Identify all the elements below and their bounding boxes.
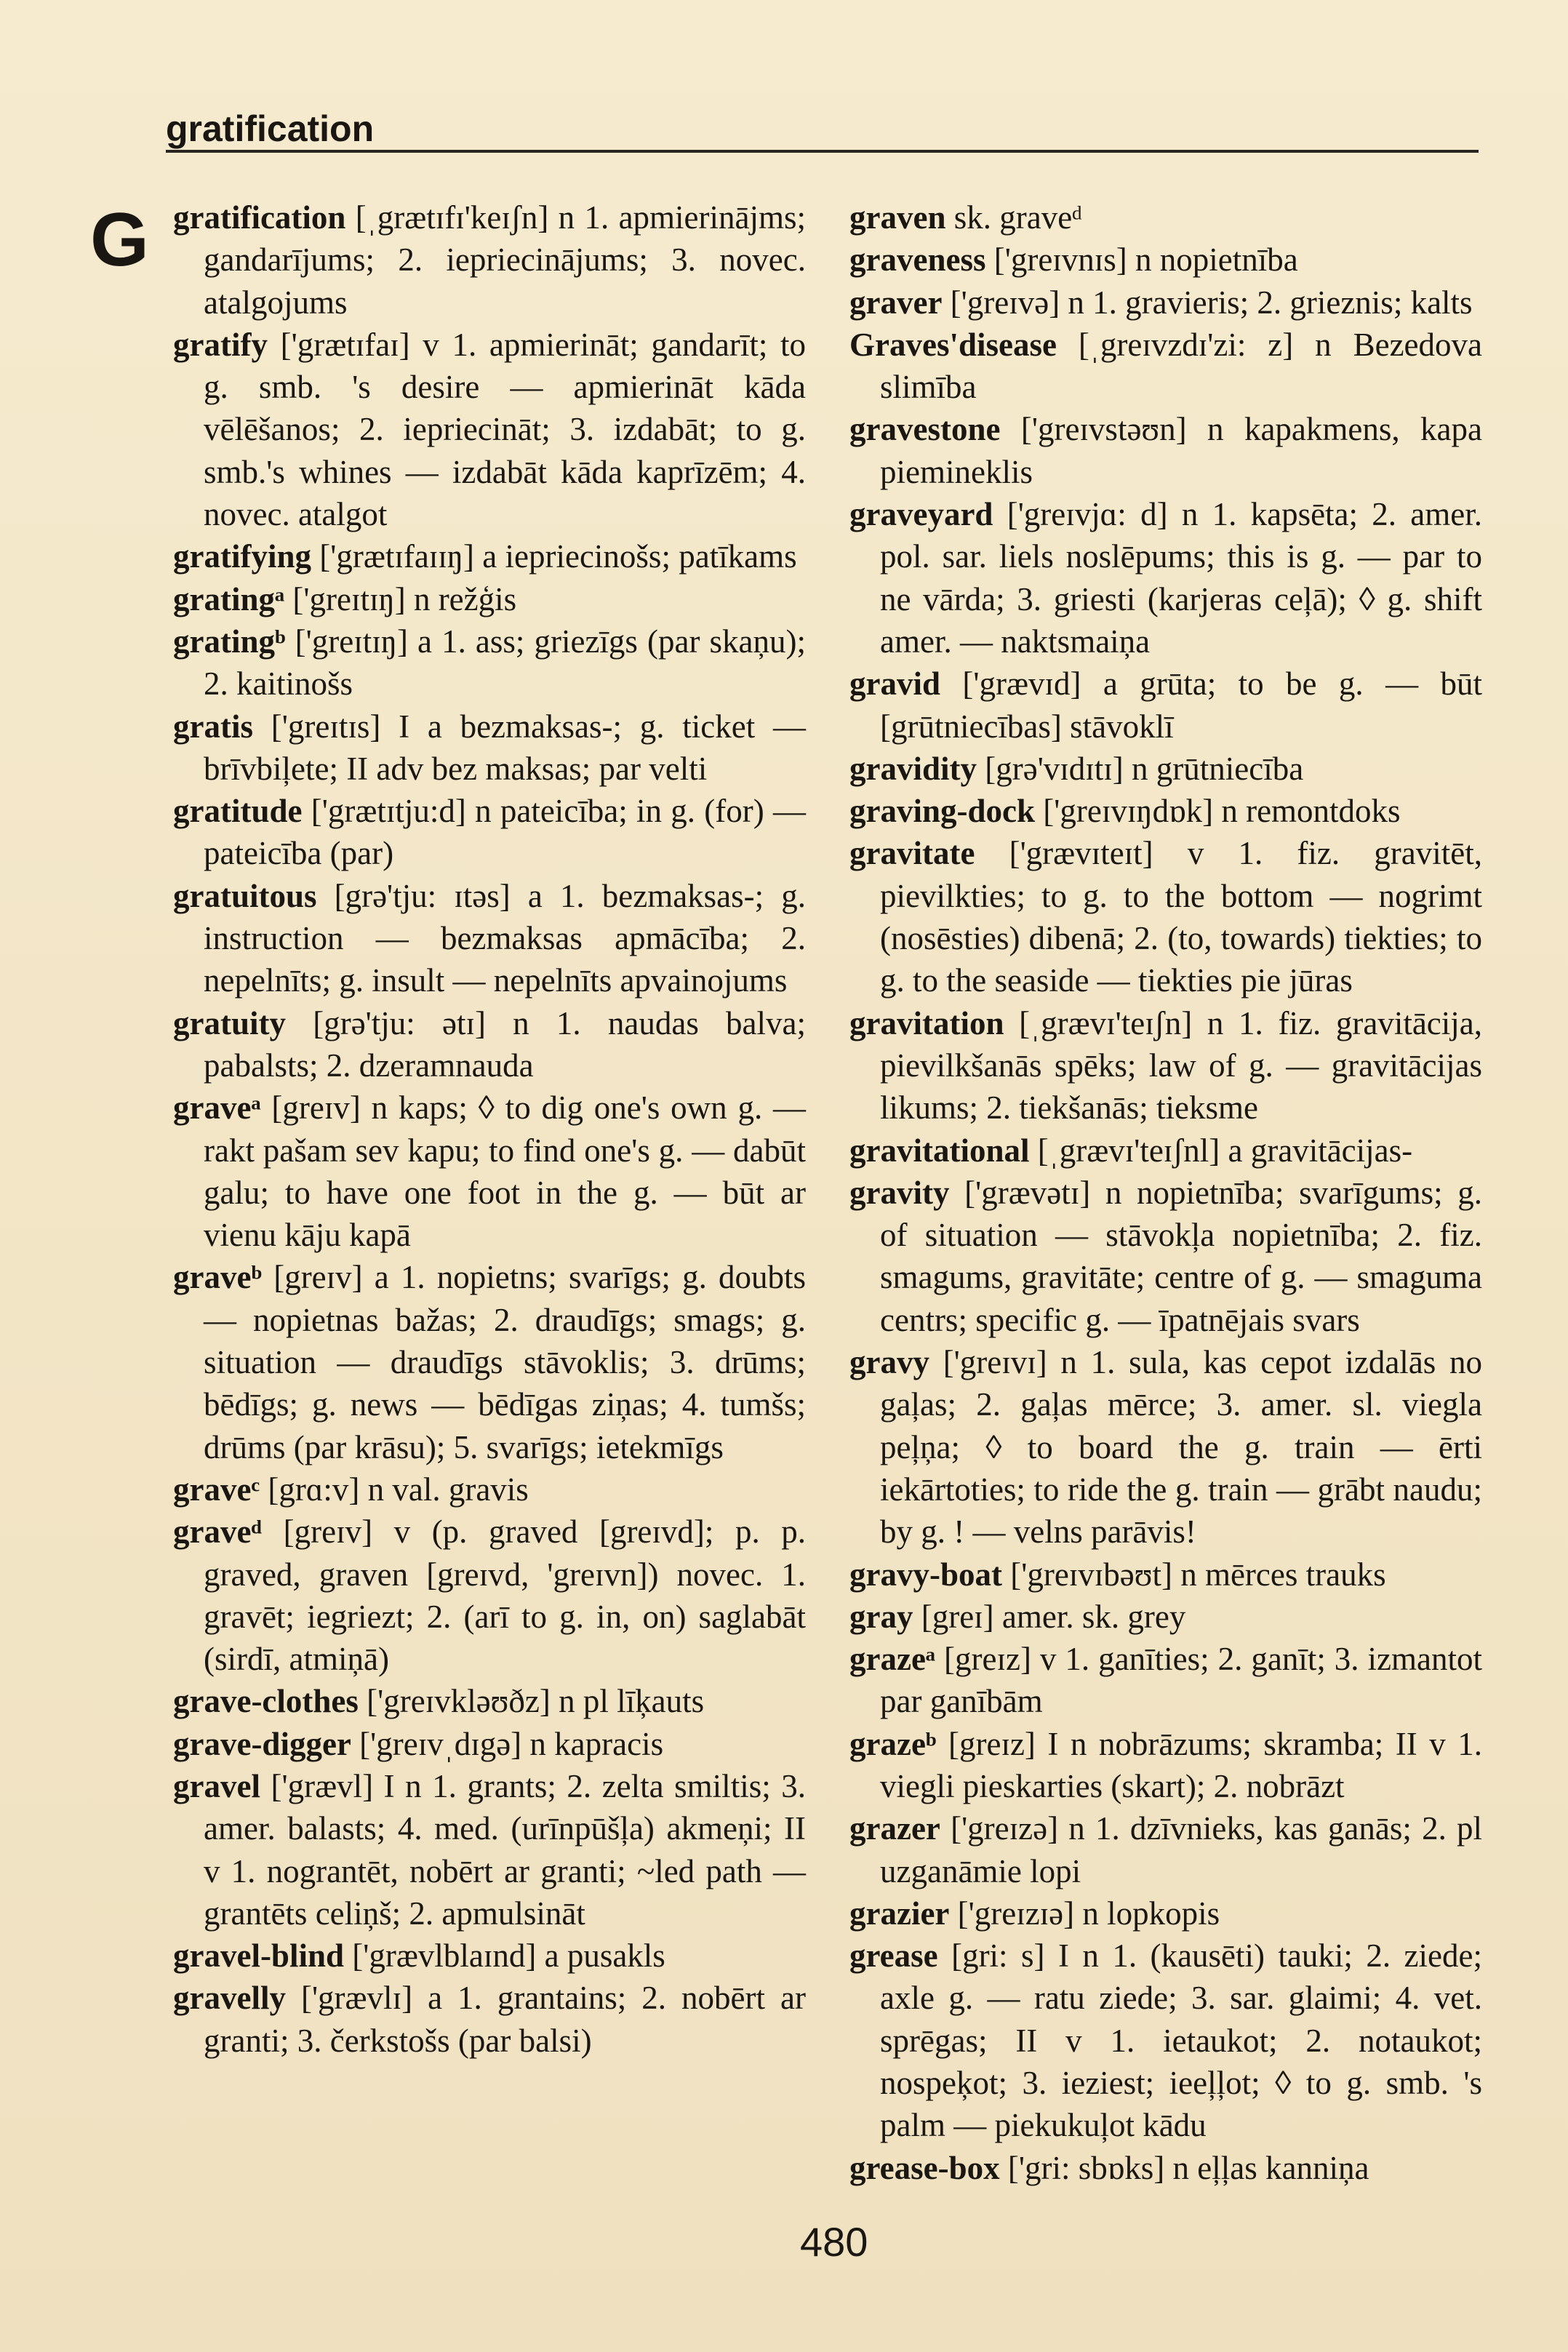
dictionary-entry [173, 1511, 806, 1680]
dictionary-entry [849, 1807, 1482, 1892]
entry-headword: gratuity [173, 1004, 286, 1041]
entry-definition: ['grævlɪ] a 1. grantains; 2. nobērt ar granti; 3. čerkstošs (par balsi) [204, 1980, 806, 2059]
entry-headword: graven [849, 199, 946, 236]
entry-headword: gravity [849, 1174, 950, 1211]
dictionary-entry [173, 324, 806, 535]
entry-definition: ['greɪvnɪs] n nopietnība [993, 241, 1298, 279]
entry-headword: graving-dock [849, 793, 1036, 830]
entry-definition: ['greɪvjɑ: d] n 1. kapsēta; 2. amer. pol. sar. liels noslēpums; this is g. — par to ne vārda; 3. griesti (karjeras ceļā); ◊ g. shift amer. — naktsmaiņa [880, 496, 1483, 660]
entry-headword: gratingᵃ [173, 580, 285, 617]
entry-headword: graveyard [849, 496, 993, 533]
entry-definition: ['greɪvstəʊn] n kapakmens, kapa piemineklis [880, 411, 1482, 490]
entry-definition: ['greɪvkləʊðz] n pl līķauts [367, 1683, 705, 1720]
dictionary-entry [849, 196, 1482, 239]
running-head: gratification [166, 108, 375, 149]
entry-definition: ['gri: sbɒks] n eļļas kanniņa [1007, 2149, 1369, 2186]
entry-headword: grease-box [849, 2149, 1000, 2186]
dictionary-entry [849, 493, 1482, 663]
entry-definition: [gri: s] I n 1. (kausēti) tauki; 2. ziede; axle g. — ratu ziede; 3. sar. glaimi; 4. vet. sprēgas; II v 1. ietaukot; 2. notaukot; nospeķot; 3. ieziest; ieeļļot; ◊ to g. smb. 's palm — piekukuļot kādu [880, 1937, 1482, 2144]
entry-headword: graver [849, 284, 943, 321]
entry-definition: [grɑ:v] n val. gravis [268, 1471, 529, 1508]
dictionary-entry [173, 620, 806, 705]
entry-definition: ['grætɪfaɪɪŋ] a iepriecinošs; patīkams [319, 538, 797, 575]
entry-headword: gravidity [849, 750, 977, 787]
entry-headword: gravy-boat [849, 1556, 1002, 1593]
entry-headword: grazeᵇ [849, 1725, 937, 1762]
dictionary-entry [173, 535, 806, 577]
entry-definition: ['greɪvɪŋdɒk] n remontdoks [1043, 793, 1401, 830]
right-column [849, 196, 1482, 2189]
dictionary-entry [849, 281, 1482, 324]
dictionary-entry [849, 1638, 1482, 1723]
entry-headword: gratingᵇ [173, 623, 286, 660]
entry-headword: graveᵃ [173, 1089, 261, 1127]
entry-headword: gravitate [849, 835, 975, 872]
entry-definition: sk. graveᵈ [953, 199, 1083, 236]
left-column [173, 196, 806, 2062]
dictionary-entry [173, 1087, 806, 1256]
entry-definition: ['grævətɪ] n nopietnība; svarīgums; g. of situation — stāvokļa nopietnība; 2. fiz. smagums, gravitāte; centre of g. — smaguma centrs; specific g. — īpatnējais svars [880, 1174, 1482, 1338]
entry-definition: ['greɪzə] n 1. dzīvnieks, kas ganās; 2. pl uzganāmie lopi [880, 1810, 1482, 1889]
entry-definition: [greɪv] n kaps; ◊ to dig one's own g. — rakt pašam sev kapu; to find one's g. — dabūt galu; to have one foot in the g. — būt ar vienu kāju kapā [204, 1089, 806, 1254]
entry-definition: [grə'vɪdɪtɪ] n grūtniecība [985, 750, 1304, 787]
entry-definition: ['grævl] I n 1. grants; 2. zelta smiltis; 3. amer. balasts; 4. med. (urīnpūšļa) akmeņi; II v 1. nograntēt, nobērt ar granti; ~led path — grantēts celiņš; 2. apmulsināt [204, 1767, 806, 1932]
entry-headword: gratis [173, 708, 253, 745]
entry-definition: ['grævlblaɪnd] a pusakls [352, 1937, 665, 1975]
dictionary-entry [849, 748, 1482, 790]
entry-headword: gratify [173, 326, 268, 363]
dictionary-entry [849, 790, 1482, 832]
entry-definition: [greɪ] amer. sk. grey [921, 1598, 1186, 1635]
entry-headword: gratification [173, 199, 346, 236]
entry-definition: ['greɪvˌdɪgə] n kapracis [359, 1725, 664, 1762]
entry-headword: graveᵇ [173, 1259, 263, 1296]
dictionary-entry [849, 408, 1482, 493]
page-number: 480 [800, 2219, 868, 2265]
dictionary-entry [173, 1002, 806, 1087]
entry-headword: grave-clothes [173, 1683, 359, 1720]
entry-headword: gratifying [173, 538, 311, 575]
entry-headword: graveᶜ [173, 1471, 260, 1508]
entry-headword: gravitation [849, 1004, 1004, 1041]
entry-definition: [greɪz] v 1. ganīties; 2. ganīt; 3. izmantot par ganībām [880, 1641, 1482, 1720]
dictionary-entry [849, 663, 1482, 748]
dictionary-entry [849, 1002, 1482, 1129]
dictionary-entry [849, 1341, 1482, 1553]
section-letter: G [90, 198, 149, 282]
entry-definition: [ˌgrævɪ'teɪʃnl] a gravitācijas- [1037, 1132, 1413, 1169]
entry-headword: gravestone [849, 411, 1001, 448]
dictionary-entry [173, 875, 806, 1002]
entry-definition: [grə'tju: ɪtəs] a 1. bezmaksas-; g. instruction — bezmaksas apmācība; 2. nepelnīts; g. insult — nepelnīts apvainojums [204, 877, 806, 999]
entry-definition: ['grævɪd] a grūta; to be g. — būt [grūtniecības] stāvoklī [880, 665, 1482, 745]
dictionary-entry [173, 1723, 806, 1765]
entry-definition: [grə'tju: ətɪ] n 1. naudas balva; pabalsts; 2. dzeramnauda [204, 1004, 807, 1084]
entry-definition: ['greɪtɪŋ] a 1. ass; griezīgs (par skaņu); 2. kaitinošs [204, 623, 806, 703]
entry-definition: [ˌgrævɪ'teɪʃn] n 1. fiz. gravitācija, pievilkšanās spēks; law of g. — gravitācijas likums; 2. tiekšanās; tieksme [880, 1004, 1483, 1127]
entry-definition: [ˌgreɪvzdɪ'zi: z] n Bezedova slimība [880, 326, 1483, 406]
entry-headword: graveᵈ [173, 1513, 263, 1551]
entry-headword: gravel [173, 1767, 260, 1804]
entry-definition: ['greɪvɪ] n 1. sula, kas cepot izdalās no gaļas; 2. gaļas mērce; 3. amer. sl. viegla peļņa; ◊ to board the g. train — ērti iekārtoties; to ride the g. train — grābt naudu; by g. ! — velns parāvis! [880, 1344, 1482, 1551]
entry-definition: ['greɪvə] n 1. gravieris; 2. grieznis; kalts [950, 284, 1473, 321]
dictionary-entry [173, 1468, 806, 1511]
dictionary-entry [849, 1596, 1482, 1638]
dictionary-entry [849, 2147, 1482, 2189]
entry-headword: gravy [849, 1344, 929, 1381]
header-rule [166, 150, 1479, 153]
entry-headword: gray [849, 1598, 913, 1635]
dictionary-entry [849, 1723, 1482, 1808]
entry-definition: ['greɪvɪbəʊt] n mērces trauks [1010, 1556, 1386, 1593]
entry-headword: gravid [849, 665, 941, 703]
dictionary-entry [173, 578, 806, 620]
entry-headword: gratuitous [173, 877, 317, 914]
dictionary-entry [173, 1977, 806, 2062]
entry-headword: graveness [849, 241, 986, 279]
entry-definition: ['greɪtɪs] I a bezmaksas-; g. ticket — brīvbiļete; II adv bez maksas; par velti [204, 708, 806, 787]
dictionary-entry [849, 239, 1482, 281]
entry-headword: grazeᵃ [849, 1641, 936, 1678]
dictionary-entry [849, 832, 1482, 1001]
entry-headword: gravelly [173, 1980, 286, 2017]
entry-definition: ['greɪzɪə] n lopkopis [957, 1895, 1220, 1932]
dictionary-entry [173, 196, 806, 324]
entry-definition: ['grævɪteɪt] v 1. fiz. gravitēt, pievilkties; to g. to the bottom — nogrimt (nosēsties) dibenā; 2. (to, towards) tiekties; to g. to the seaside — tiekties pie jūras [880, 835, 1482, 999]
entry-definition: ['grætɪtju:d] n pateicība; in g. (for) — pateicība (par) [204, 793, 807, 872]
entry-headword: grazer [849, 1810, 940, 1847]
dictionary-entry [173, 1765, 806, 1935]
dictionary-entry [173, 1680, 806, 1722]
entry-definition: ['greɪtɪŋ] n režģis [292, 580, 517, 617]
dictionary-entry [849, 1892, 1482, 1935]
dictionary-entry [173, 705, 806, 791]
dictionary-entry [849, 1172, 1482, 1341]
entry-definition: [ˌgrætɪfɪ'keɪʃn] n 1. apmierinājms; gandarījums; 2. iepriecinājums; 3. novec. atalgojums [204, 199, 806, 321]
entry-definition: [greɪv] v (p. graved [greɪvd]; p. p. graved, graven [greɪvd, 'greɪvn]) novec. 1. gravēt; iegriezt; 2. (arī to g. in, on) saglabāt (sirdī, atmiņā) [204, 1513, 806, 1678]
entry-headword: gratitude [173, 793, 303, 830]
dictionary-entry [173, 1256, 806, 1468]
entry-headword: gravel-blind [173, 1937, 345, 1975]
dictionary-entry [849, 1129, 1482, 1172]
entry-headword: gravitational [849, 1132, 1030, 1169]
entry-headword: grease [849, 1937, 938, 1975]
entry-definition: ['grætɪfaɪ] v 1. apmierināt; gandarīt; to g. smb. 's desire — apmierināt kāda vēlēšanos; 2. iepriecināt; 3. izdabāt; to g. smb.'s whines — izdabāt kāda kaprīzēm; 4. novec. atalgot [204, 326, 807, 533]
dictionary-entry [849, 1553, 1482, 1596]
dictionary-entry [849, 1935, 1482, 2146]
dictionary-entry [849, 324, 1482, 409]
entry-headword: grazier [849, 1895, 950, 1932]
entry-definition: [greɪz] I n nobrāzums; skramba; II v 1. viegli pieskarties (skart); 2. nobrāzt [880, 1725, 1482, 1804]
entry-headword: Graves'disease [849, 326, 1057, 363]
dictionary-entry [173, 1935, 806, 1977]
entry-headword: grave-digger [173, 1725, 351, 1762]
dictionary-entry [173, 790, 806, 875]
entry-definition: [greɪv] a 1. nopietns; svarīgs; g. doubts — nopietnas bažas; 2. draudīgs; smags; g. situation — draudīgs stāvoklis; 3. drūms; bēdīgs; g. news — bēdīgas ziņas; 4. tumšs; drūms (par krāsu); 5. svarīgs; ietekmīgs [204, 1259, 807, 1465]
